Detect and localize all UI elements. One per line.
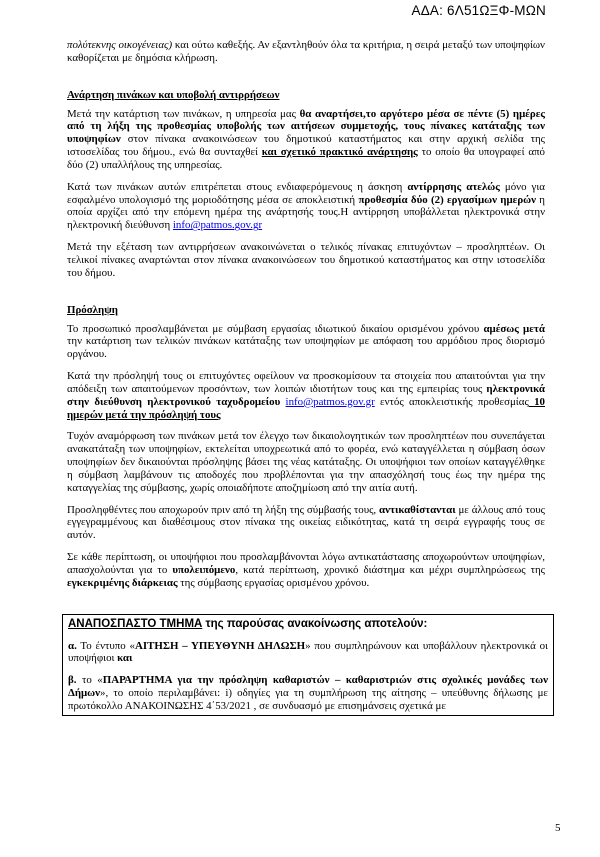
bold-run: εγκεκριμένης διάρκειας bbox=[67, 576, 178, 589]
email-link[interactable]: info@patmos.gov.gr bbox=[172, 219, 263, 232]
box-item-b bbox=[68, 674, 548, 713]
text-run: την κατάρτιση των τελικών πινάκων κατάταξης των υποψηφίων με απόφαση του αρμόδιου προς διορισμό οργάνου. bbox=[67, 335, 545, 361]
text-run: εντός αποκλειστικής προθεσμίας bbox=[374, 395, 529, 408]
box-title bbox=[68, 618, 548, 631]
replacement-paragraph bbox=[67, 504, 545, 543]
intro-italic: πολύτεκνης οικογένειας) bbox=[67, 39, 173, 51]
text-run: το « bbox=[76, 674, 103, 687]
box-title-rest: της παρούσας ανακοίνωσης αποτελούν: bbox=[202, 617, 428, 630]
bold-run: ηλεκτρονικά στην διεύθυνση ηλεκτρονικού ταχυδρομείου bbox=[67, 382, 545, 408]
final-table-paragraph: Μετά την εξέταση των αντιρρήσεων ανακοινώνεται ο τελικός πίνακας επιτυχόντων – προσληπτέων. Οι τελικοί πίνακες αναρτώνται στον πίνακα ανακοινώσεων του δημοτικού καταστήματος και στην ιστοσελίδα του δήμου. bbox=[67, 241, 545, 279]
hiring-paragraph bbox=[67, 323, 545, 362]
bold-run: υπολειπόμενο bbox=[172, 564, 236, 576]
text-run: το οποίο θα υπογραφεί από δύο (2) υπαλλήλους της υπηρεσίας. bbox=[67, 146, 545, 171]
bold-run: ΠΑΡΑΡΤΗΜΑ για την πρόσληψη καθαριστών – καθαριστριών στις σχολικές μονάδες των Δήμων bbox=[68, 674, 549, 700]
text-run: Το προσωπικό προσλαμβάνεται με σύμβαση εργασίας ιδιωτικού δικαίου ορισμένου χρόνου bbox=[67, 322, 484, 335]
text-run: Σε κάθε περίπτωση, οι υποψήφιοι που προσλαμβάνονται λόγω αντικατάστασης αποχωρούντων υποψηφίων, απασχολούνται για το bbox=[67, 551, 545, 576]
text-run: Κατά των πινάκων αυτών επιτρέπεται στους ενδιαφερόμενους η άσκηση bbox=[67, 180, 408, 193]
bold-run: και bbox=[117, 652, 133, 665]
text-run: με άλλους από τους εγγεγραμμένους και διαθέσιμους στον πίνακα της οικείας ειδικότητας, κατά τη σειρά εγγραφής τους σε αυτόν. bbox=[67, 503, 545, 542]
bold-run: ΑΙΤΗΣΗ – ΥΠΕΥΘΥΝΗ ΔΗΛΩΣΗ bbox=[135, 639, 306, 652]
bold-run: προθεσμία δύο (2) εργασίμων ημερών bbox=[358, 193, 536, 206]
page-number: 5 bbox=[555, 822, 561, 834]
bold-run: αμέσως μετά bbox=[483, 322, 545, 335]
text-run: στον πίνακα ανακοινώσεων του δημοτικού καταστήματος και στην αρχική σελίδα της ιστοσελίδας του δήμου., ενώ θα συνταχθεί bbox=[67, 133, 545, 159]
bold-underlined-run: 10 ημερών μετά την πρόσληψή τους bbox=[67, 395, 545, 421]
text-run: Μετά την κατάρτιση των πινάκων, η υπηρεσία μας bbox=[67, 107, 300, 120]
text-run: μόνο για εσφαλμένο υπολογισμό της μοριοδότησης μέσα σε αποκλειστική bbox=[67, 180, 545, 206]
intro-text: και ούτω καθεξής. Αν εξαντληθούν όλα τα κριτήρια, η σειρά μεταξύ των υποψηφίων καθορίζεται με δημόσια κλήρωση. bbox=[67, 39, 545, 64]
item-label: β. bbox=[68, 674, 77, 687]
email-link[interactable]: info@patmos.gov.gr bbox=[285, 395, 375, 408]
documents-paragraph bbox=[67, 370, 545, 421]
box-item-a bbox=[68, 640, 548, 666]
bold-underlined-run: και σχετικό πρακτικό ανάρτησης bbox=[261, 146, 418, 159]
bold-run: θα αναρτήσει,το αργότερο μέσα σε πέντε (5) ημέρες από τη λήξη της προθεσμίας υποβολής των αιτήσεων συμμετοχής, τους πίνακες κατάταξης των υποψηφίων bbox=[67, 107, 545, 146]
intro-paragraph bbox=[67, 39, 545, 65]
text-run: » που συμπληρώνουν και υποβάλλουν ηλεκτρονικά οι υποψήφιοι bbox=[68, 639, 548, 665]
bold-run: αντίρρησης ατελώς bbox=[407, 180, 500, 193]
section-heading-announcement: Ανάρτηση πινάκων και υποβολή αντιρρήσεων bbox=[67, 88, 280, 101]
text-run: της σύμβασης εργασίας ορισμένου χρόνου. bbox=[177, 576, 370, 589]
reform-paragraph: Τυχόν αναμόρφωση των πινάκων μετά τον έλεγχο των δικαιολογητικών των προσληπτέων που συνεπάγεται ανακατάταξη των υποψηφίων, εκτελείται υποχρεωτικά από το φορέα, ενώ καταγγέλλεται η σύμβαση όσων υποψηφίων δεν δικαιούνται πρόσληψης βάσει της νέας κατάταξης. Οι υποψήφιοι των οποίων καταγγέλθηκε η σύμβαση λαμβάνουν τις αποδοχές που προβλέπονται για την απασχόλησή τους έως την ημέρα της καταγγελίας της σύμβασης, χωρίς οποιαδήποτε αποζημίωση από την αιτία αυτή. bbox=[67, 430, 545, 494]
text-run: η οποία αρχίζει από την επόμενη ημέρα της ανάρτησής τους.Η αντίρρηση υποβάλλεται ηλεκτρονικά στην ηλεκτρονική διεύθυνση bbox=[67, 193, 546, 232]
document-body bbox=[67, 39, 549, 716]
ada-code: ΑΔΑ: 6Λ51ΩΞΦ-ΜΩΝ bbox=[411, 3, 546, 18]
bold-run: αντικαθίστανται bbox=[379, 503, 456, 516]
text-run: Κατά την πρόσληψή τους οι επιτυχόντες οφείλουν να προσκομίσουν τα στοιχεία που απαιτούνται για την απόδειξη των απαιτούμενων προσόντων, των λοιπών ιδιοτήτων τους και της εμπειρίας τους bbox=[67, 370, 545, 395]
duration-paragraph bbox=[67, 551, 545, 590]
box-title-underlined: ΑΝΑΠΟΣΠΑΣΤΟ ΤΜΗΜΑ bbox=[68, 617, 203, 630]
detachable-section-box bbox=[62, 614, 554, 716]
text-run: Προσληφθέντες που αποχωρούν πριν από τη λήξη της σύμβασής τους, bbox=[67, 503, 380, 516]
text-run: », το οποίο περιλαμβάνει: i) οδηγίες για τη συμπλήρωση της αίτησης – υπεύθυνης δήλωσης με πρωτόκολλο ΑΝΑΚΟΙΝΩΣΗΣ 4΄53/2021 , σε συνδυασμό με επισημάνσεις σχετικά με bbox=[68, 687, 548, 712]
text-run: Το έντυπο « bbox=[76, 639, 135, 652]
posting-paragraph bbox=[67, 108, 545, 172]
text-run: , κατά περίπτωση, χρονικό διάστημα και μέχρι συμπληρώσεως της bbox=[235, 564, 545, 576]
objection-paragraph bbox=[67, 181, 545, 232]
item-label: α. bbox=[68, 639, 77, 652]
section-heading-hiring: Πρόσληψη bbox=[67, 303, 118, 316]
